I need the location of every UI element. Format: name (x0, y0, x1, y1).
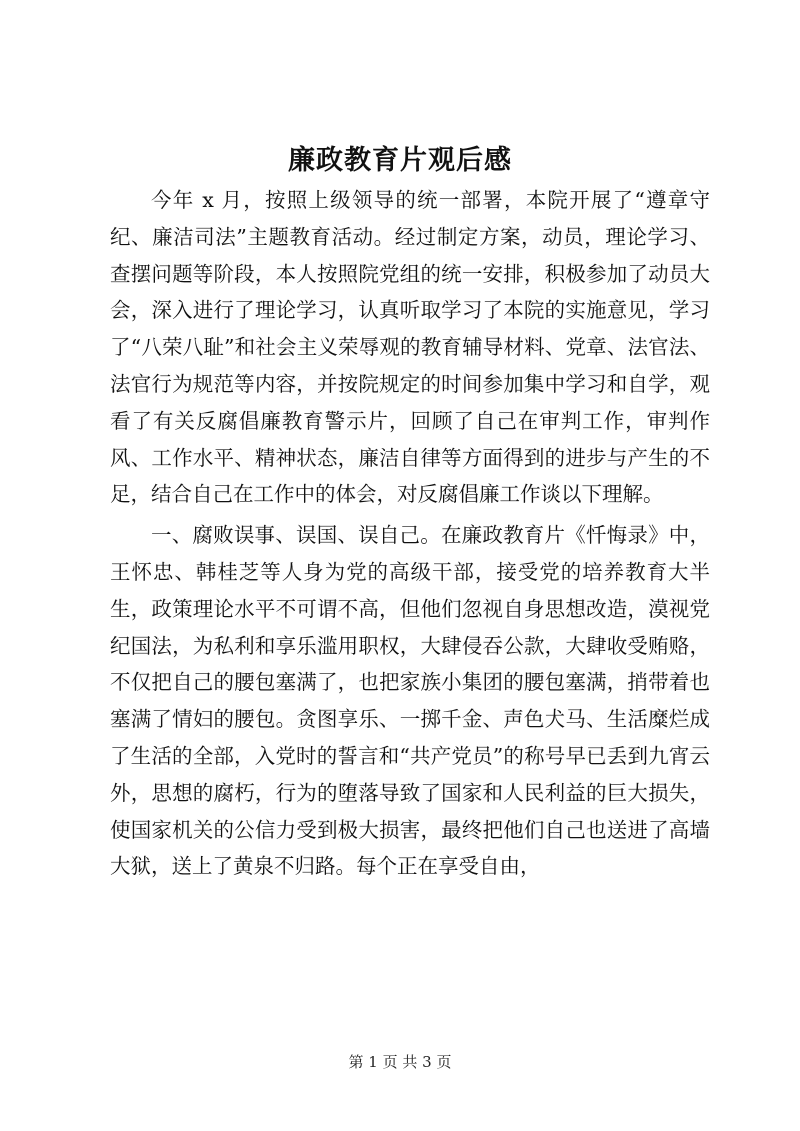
document-title: 廉政教育片观后感 (288, 145, 512, 176)
paragraph-section-one: 一、腐败误事、误国、误自己。在廉政教育片《忏悔录》中，王怀忠、韩桂芝等人身为党的高级干部，接受党的培养教育大半生，政策理论水平不可谓不高，但他们忽视自身思想改造，漠视党纪国法，为私利和享乐滥用职权，大肆侵吞公款，大肆收受贿赂，不仅把自己的腰包塞满了，也把家族小集团的腰包塞满，捎带着也塞满了情妇的腰包。贪图享乐、一掷千金、声色犬马、生活糜烂成了生活的全部，入党时的誓言和“共产党员”的称号早已丢到九宵云外，思想的腐朽，行为的堕落导致了国家和人民利益的巨大损失，使国家机关的公信力受到极大损害，最终把他们自己也送进了高墙大狱，送上了黄泉不归路。每个正在享受自由， (110, 523, 710, 879)
document-body (110, 182, 710, 885)
page-footer: 第 1 页 共 3 页 (348, 1053, 452, 1071)
paragraph-intro: 今年 x 月，按照上级领导的统一部署，本院开展了“遵章守纪、廉洁司法”主题教育活动。经过制定方案，动员，理论学习、查摆问题等阶段，本人按照院党组的统一安排，积极参加了动员大会，深入进行了理论学习，认真听取学习了本院的实施意见，学习了“八荣八耻”和社会主义荣辱观的教育辅导材料、党章、法官法、法官行为规范等内容，并按院规定的时间参加集中学习和自学，观看了有关反腐倡廉教育警示片，回顾了自己在审判工作，审判作风、工作水平、精神状态，廉洁自律等方面得到的进步与产生的不足，结合自己在工作中的体会，对反腐倡廉工作谈以下理解。 (110, 188, 710, 507)
